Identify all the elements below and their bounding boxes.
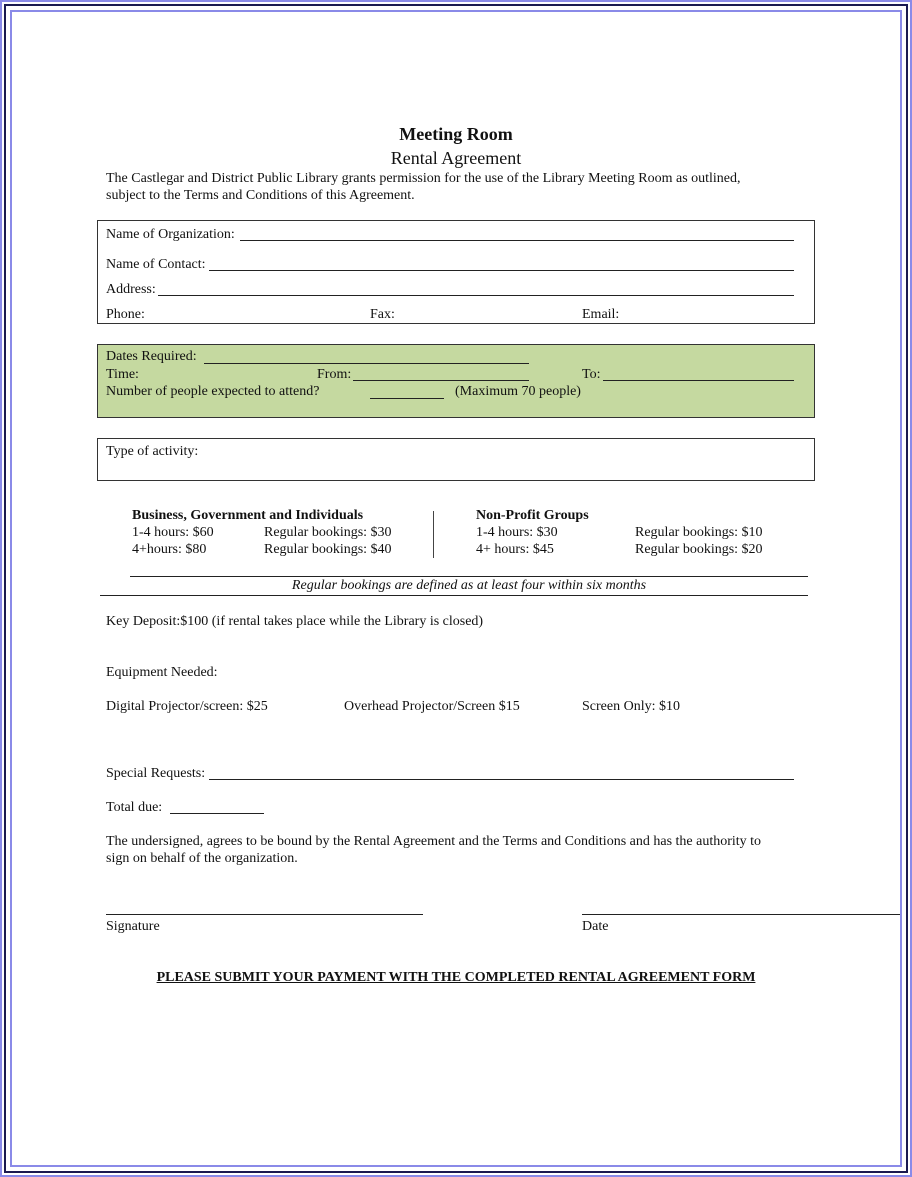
dates-label: Dates Required:: [106, 349, 197, 364]
business-regular-rate: Regular bookings: $30: [264, 525, 392, 540]
total-due-label: Total due:: [106, 800, 163, 815]
business-regular-rate: Regular bookings: $40: [264, 542, 392, 557]
agreement-line-2: sign on behalf of the organization.: [106, 851, 298, 866]
nonprofit-regular-rate: Regular bookings: $20: [635, 542, 763, 557]
business-rate: 1-4 hours: $60: [132, 525, 214, 540]
address-field[interactable]: [158, 295, 794, 296]
organization-label: Name of Organization:: [106, 227, 235, 242]
to-field[interactable]: [603, 380, 794, 381]
nonprofit-rate: 4+ hours: $45: [476, 542, 554, 557]
intro-line-2: subject to the Terms and Conditions of this Agreement.: [106, 188, 415, 203]
rates-divider: [433, 511, 434, 558]
booking-section: [97, 344, 815, 418]
nonprofit-heading: Non-Profit Groups: [476, 508, 589, 523]
document-subtitle: Rental Agreement: [390, 148, 522, 168]
date-field[interactable]: [582, 914, 900, 915]
organization-field[interactable]: [240, 240, 794, 241]
address-label: Address:: [106, 282, 156, 297]
equipment-screen-only[interactable]: Screen Only: $10: [582, 699, 680, 714]
phone-label[interactable]: Phone:: [106, 307, 145, 322]
total-due-field[interactable]: [170, 813, 264, 814]
people-field[interactable]: [370, 398, 444, 399]
nonprofit-rate: 1-4 hours: $30: [476, 525, 558, 540]
to-label: To:: [582, 367, 601, 382]
equipment-overhead-projector[interactable]: Overhead Projector/Screen $15: [344, 699, 520, 714]
special-requests-field[interactable]: [209, 779, 794, 780]
time-label: Time:: [106, 367, 139, 382]
equipment-label: Equipment Needed:: [106, 665, 218, 680]
activity-field[interactable]: [97, 438, 815, 481]
dates-field[interactable]: [204, 363, 529, 364]
signature-field[interactable]: [106, 914, 423, 915]
nonprofit-regular-rate: Regular bookings: $10: [635, 525, 763, 540]
from-label: From:: [317, 367, 352, 382]
from-field[interactable]: [353, 380, 529, 381]
people-label: Number of people expected to attend?: [106, 384, 320, 399]
document-title: Meeting Room: [399, 124, 513, 144]
key-deposit: Key Deposit:$100 (if rental takes place while the Library is closed): [106, 614, 484, 629]
agreement-line-1: The undersigned, agrees to be bound by the Rental Agreement and the Terms and Conditions and has the authority to: [106, 834, 762, 849]
email-label[interactable]: Email:: [582, 307, 620, 322]
max-people-note: (Maximum 70 people): [455, 384, 581, 399]
contact-label: Name of Contact:: [106, 257, 206, 272]
divider: [100, 595, 808, 596]
intro-line-1: The Castlegar and District Public Library grants permission for the use of the Library Meeting Room as outlined,: [106, 171, 741, 186]
business-rate: 4+hours: $80: [132, 542, 207, 557]
signature-label: Signature: [106, 919, 160, 934]
business-heading: Business, Government and Individuals: [132, 508, 364, 523]
special-requests-label: Special Requests:: [106, 766, 206, 781]
equipment-digital-projector[interactable]: Digital Projector/screen: $25: [106, 699, 268, 714]
divider: [130, 576, 808, 577]
payment-notice: PLEASE SUBMIT YOUR PAYMENT WITH THE COMPLETED RENTAL AGREEMENT FORM: [156, 970, 756, 985]
fax-label[interactable]: Fax:: [370, 307, 395, 322]
activity-label: Type of activity:: [106, 444, 199, 459]
contact-field[interactable]: [209, 270, 794, 271]
regular-bookings-note: Regular bookings are defined as at least four within six months: [291, 578, 647, 593]
date-label: Date: [582, 919, 609, 934]
